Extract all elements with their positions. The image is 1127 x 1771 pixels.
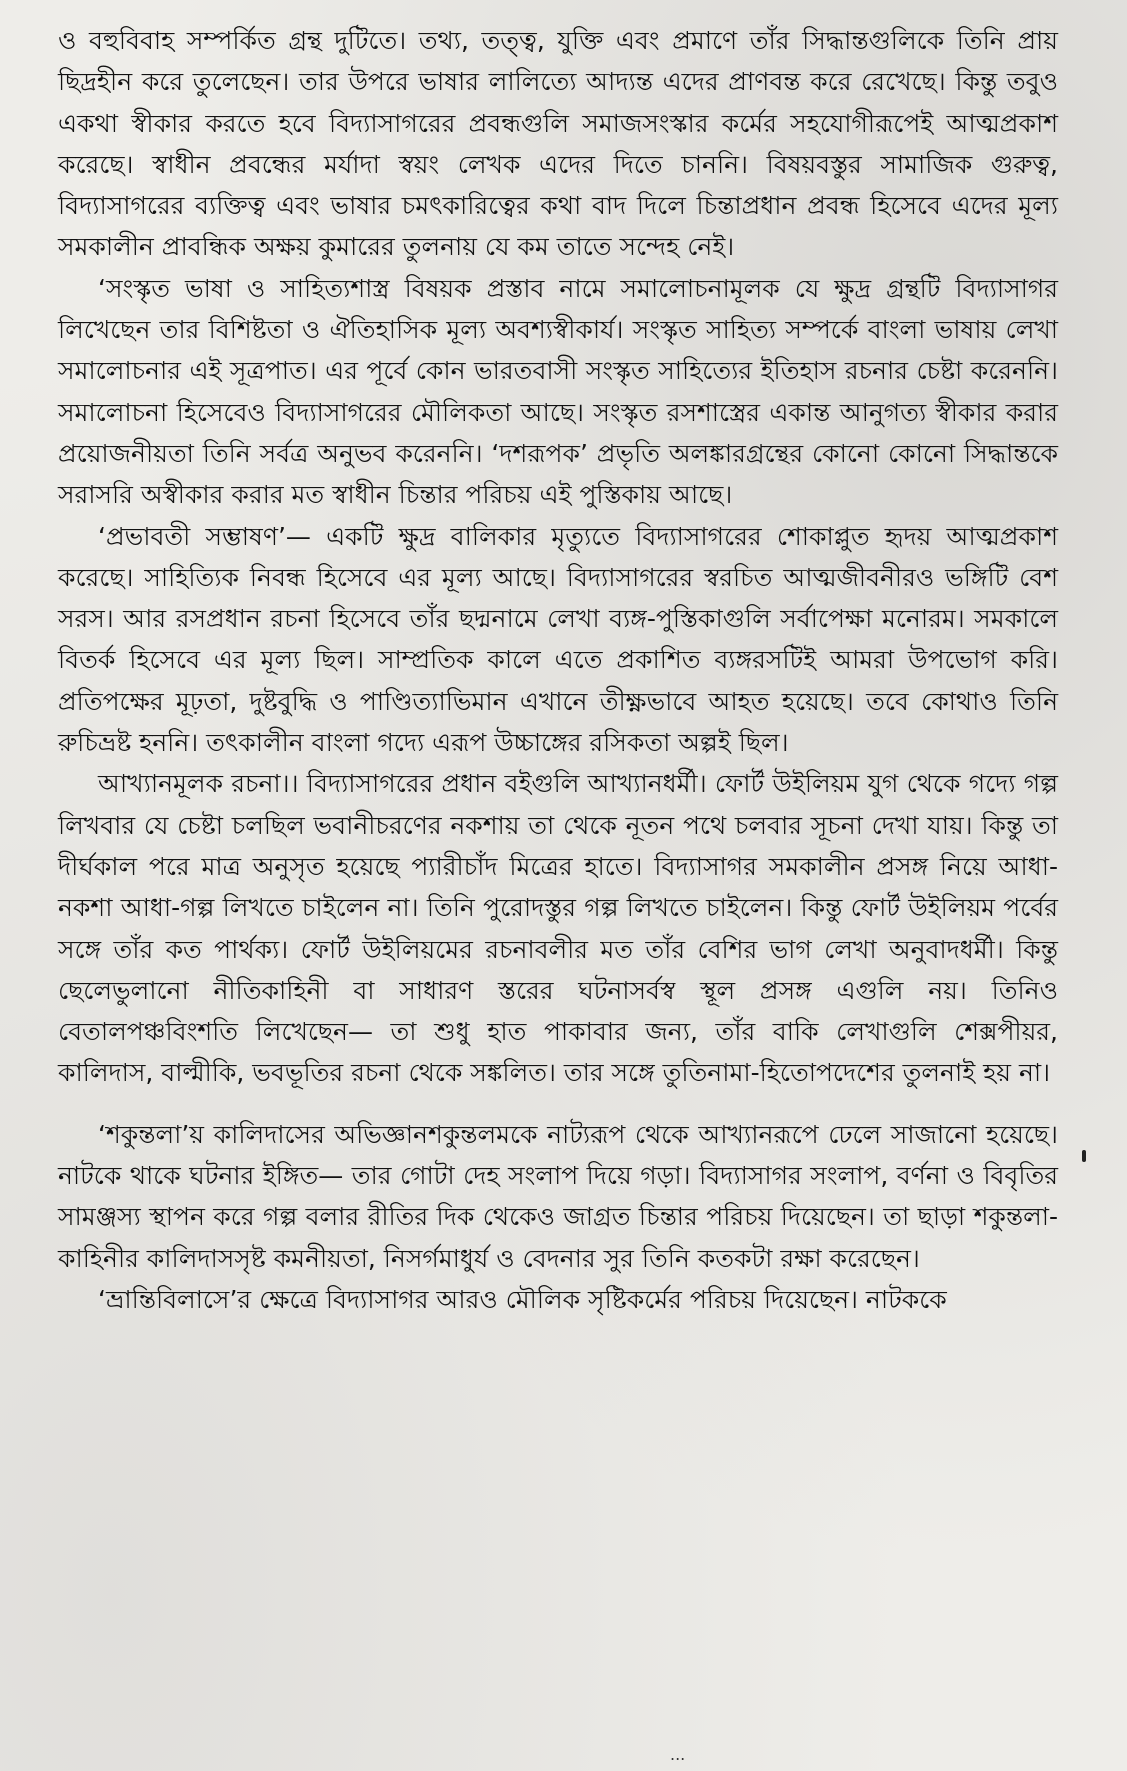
paragraph-polygamy-conclusion: ও বহুবিবাহ সম্পর্কিত গ্রন্থ দুটিতে। তথ্য, তত্ত্ব, যুক্তি এবং প্রমাণে তাঁর সিদ্ধান্তগুলিকে তিনি প্রায় ছিদ্রহীন করে তুলেছেন। তার উপরে ভাষার লালিত্যে আদ্যন্ত এদের প্রাণবন্ত করে রেখেছে। কিন্তু তবুও একথা স্বীকার করতে হবে বিদ্যাসাগরের প্রবন্ধগুলি সমাজসংস্কার কর্মের সহযোগীরূপেই আত্মপ্রকাশ করেছে। স্বাধীন প্রবন্ধের মর্যাদা স্বয়ং লেখক এদের দিতে চাননি। বিষয়বস্তুর সামাজিক গুরুত্ব, বিদ্যাসাগরের ব্যক্তিত্ব এবং ভাষার চমৎকারিত্বের কথা বাদ দিলে চিন্তাপ্রধান প্রবন্ধ হিসেবে এদের মূল্য সমকালীন প্রাবন্ধিক অক্ষয় কুমারের তুলনায় যে কম তাতে সন্দেহ নেই। <box>58 26 1058 262</box>
paragraph-sanskrit-criticism: ‘সংস্কৃত ভাষা ও সাহিত্যশাস্ত্র বিষয়ক প্রস্তাব নামে সমালোচনামূলক যে ক্ষুদ্র গ্রন্থটি বিদ্যাসাগর লিখেছেন তার বিশিষ্টতা ও ঐতিহাসিক মূল্য অবশ্যস্বীকার্য। সংস্কৃত সাহিত্য সম্পর্কে বাংলা ভাষায় লেখা সমালোচনার এই সূত্রপাত। এর পূর্বে কোন ভারতবাসী সংস্কৃত সাহিত্যের ইতিহাস রচনার চেষ্টা করেননি। সমালোচনা হিসেবেও বিদ্যাসাগরের মৌলিকতা আছে। সংস্কৃত রসশাস্ত্রের একান্ত আনুগত্য স্বীকার করার প্রয়োজনীয়তা তিনি সর্বত্র অনুভব করেননি। ‘দশরূপক’ প্রভৃতি অলঙ্কারগ্রন্থের কোনো কোনো সিদ্ধান্তকে সরাসরি অস্বীকার করার মত স্বাধীন চিন্তার পরিচয় এই পুস্তিকায় আছে। <box>58 273 1058 510</box>
margin-speck <box>1082 1150 1086 1162</box>
paragraph-prabhabati-sambhashan: ‘প্রভাবতী সম্ভাষণ’— একটি ক্ষুদ্র বালিকার মৃত্যুতে বিদ্যাসাগরের শোকাপ্লুত হৃদয় আত্মপ্রকাশ করেছে। সাহিত্যিক নিবন্ধ হিসেবে এর মূল্য আছে। বিদ্যাসাগরের স্বরচিত আত্মজীবনীরও ভঙ্গিটি বেশ সরস। আর রসপ্রধান রচনা হিসেবে তাঁর ছদ্মনামে লেখা ব্যঙ্গ-পুস্তিকাগুলি সর্বাপেক্ষা মনোরম। সমকালে বিতর্ক হিসেবে এর মূল্য ছিল। সাম্প্রতিক কালে এতে প্রকাশিত ব্যঙ্গরসটিই আমরা উপভোগ করি। প্রতিপক্ষের মূঢ়তা, দুষ্টবুদ্ধি ও পাণ্ডিত্যাভিমান এখানে তীক্ষ্ণভাবে আহত হয়েছে। তবে কোথাও তিনি রুচিভ্রষ্ট হননি। তৎকালীন বাংলা গদ্যে এরূপ উচ্চাঙ্গের রসিকতা অল্পই ছিল। <box>58 521 1058 758</box>
paragraph-narrative-works: আখ্যানমূলক রচনা।। বিদ্যাসাগরের প্রধান বইগুলি আখ্যানধর্মী। ফোর্ট উইলিয়ম যুগ থেকে গদ্যে গল্প লিখবার যে চেষ্টা চলছিল ভবানীচরণের নকশায় তা থেকে নূতন পথে চলবার সূচনা দেখা যায়। কিন্তু তা দীর্ঘকাল পরে মাত্র অনুসৃত হয়েছে প্যারীচাঁদ মিত্রের হাতে। বিদ্যাসাগর সমকালীন প্রসঙ্গ নিয়ে আধা-নকশা আধা-গল্প লিখতে চাইলেন না। তিনি পুরোদস্তুর গল্প লিখতে চাইলেন। কিন্তু ফোর্ট উইলিয়ম পর্বের সঙ্গে তাঁর কত পার্থক্য। ফোর্ট উইলিয়মের রচনাবলীর মত তাঁর বেশির ভাগ লেখা অনুবাদধর্মী। কিন্তু ছেলেভুলানো নীতিকাহিনী বা সাধারণ স্তরের ঘটনাসর্বস্ব স্থূল প্রসঙ্গ এগুলি নয়। তিনিও বেতালপঞ্চবিংশতি লিখেছেন— তা শুধু হাত পাকাবার জন্য, তাঁর বাকি লেখাগুলি শেক্সপীয়র, কালিদাস, বাল্মীকি, ভবভূতির রচনা থেকে সঙ্কলিত। তার সঙ্গে তুতিনামা-হিতোপদেশের তুলনাই হয় না। <box>58 769 1058 1088</box>
paragraph-shakuntala: ‘শকুন্তলা’য় কালিদাসের অভিজ্ঞানশকুন্তলমকে নাট্যরূপ থেকে আখ্যানরূপে ঢেলে সাজানো হয়েছে। নাটকে থাকে ঘটনার ইঙ্গিত— তার গোটা দেহ সংলাপ দিয়ে গড়া। বিদ্যাসাগর সংলাপ, বর্ণনা ও বিবৃতির সামঞ্জস্য স্থাপন করে গল্প বলার রীতির দিক থেকেও জাগ্রত চিন্তার পরিচয় দিয়েছেন। তা ছাড়া শকুন্তলা-কাহিনীর কালিদাসসৃষ্ট কমনীয়তা, নিসর্গমাধুর্য ও বেদনার সুর তিনি কতকটা রক্ষা করেছেন। <box>58 1119 1058 1273</box>
paragraph-bhrantibilas: ‘ভ্রান্তিবিলাসে’র ক্ষেত্রে বিদ্যাসাগর আরও মৌলিক সৃষ্টিকর্মের পরিচয় দিয়েছেন। নাটককে <box>98 1284 947 1314</box>
body-text <box>58 20 1058 1320</box>
paragraph-gap <box>58 1094 1058 1114</box>
footer-mark: ... <box>670 1745 686 1764</box>
